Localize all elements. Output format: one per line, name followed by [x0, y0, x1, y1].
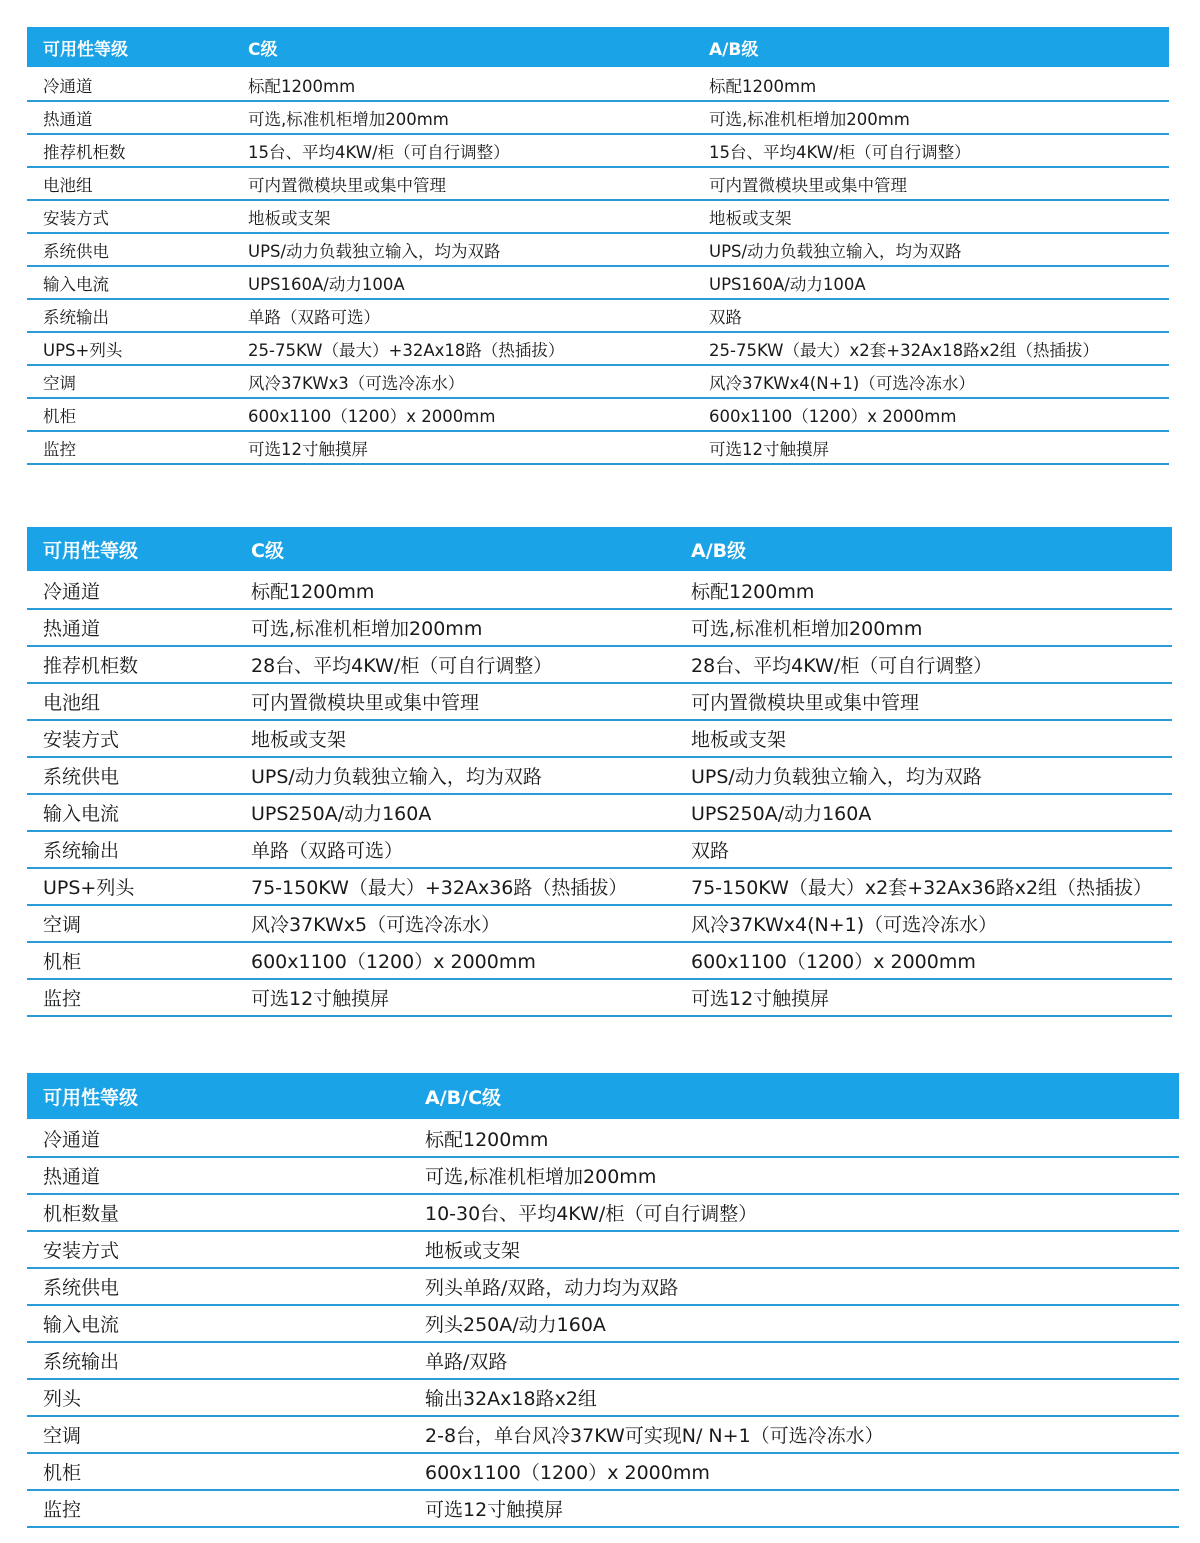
- row-label: 电池组: [27, 167, 232, 200]
- row-label: 机柜数量: [27, 1194, 409, 1231]
- cell-value: 10-30台、平均4KW/柜（可自行调整）: [409, 1194, 1179, 1231]
- table-row: [27, 1120, 1179, 1157]
- table-row: [27, 683, 1172, 720]
- row-label: 热通道: [27, 1157, 409, 1194]
- cell-value: 可选12寸触摸屏: [693, 431, 1169, 464]
- row-label: UPS+列头: [27, 332, 232, 365]
- spec-table-2: [27, 527, 1172, 1017]
- row-label: 监控: [27, 979, 235, 1016]
- table-row: [27, 979, 1172, 1016]
- cell-value: 单路/双路: [409, 1342, 1179, 1379]
- cell-value: 输出32Ax18路x2组: [409, 1379, 1179, 1416]
- table-row: [27, 233, 1169, 266]
- row-label: 冷通道: [27, 1120, 409, 1157]
- cell-value: UPS160A/动力100A: [232, 266, 693, 299]
- table-row: [27, 942, 1172, 979]
- table-row: [27, 1268, 1179, 1305]
- cell-value: 双路: [675, 831, 1172, 868]
- table-row: [27, 101, 1169, 134]
- table-row: [27, 1194, 1179, 1231]
- cell-value: 单路（双路可选）: [232, 299, 693, 332]
- cell-value: 600x1100（1200）x 2000mm: [409, 1453, 1179, 1490]
- table-row: [27, 1231, 1179, 1268]
- row-label: 输入电流: [27, 266, 232, 299]
- row-label: 冷通道: [27, 572, 235, 609]
- table-row: [27, 134, 1169, 167]
- cell-value: UPS/动力负载独立输入，均为双路: [235, 757, 675, 794]
- cell-value: 可选,标准机柜增加200mm: [693, 101, 1169, 134]
- table-row: [27, 200, 1169, 233]
- cell-value: 可选12寸触摸屏: [409, 1490, 1179, 1527]
- header-grade: A/B级: [675, 527, 1172, 572]
- table-row: [27, 572, 1172, 609]
- cell-value: 可内置微模块里或集中管理: [232, 167, 693, 200]
- row-label: 安装方式: [27, 720, 235, 757]
- cell-value: 风冷37KWx3（可选冷冻水）: [232, 365, 693, 398]
- cell-value: UPS250A/动力160A: [675, 794, 1172, 831]
- row-label: 系统输出: [27, 831, 235, 868]
- row-label: 系统供电: [27, 1268, 409, 1305]
- row-label: 冷通道: [27, 68, 232, 101]
- row-label: 热通道: [27, 609, 235, 646]
- spec-table-1: [27, 27, 1169, 465]
- table-row: [27, 1342, 1179, 1379]
- cell-value: UPS160A/动力100A: [693, 266, 1169, 299]
- table-row: [27, 1416, 1179, 1453]
- cell-value: 可内置微模块里或集中管理: [235, 683, 675, 720]
- header-availability-level: 可用性等级: [27, 27, 232, 68]
- cell-value: 地板或支架: [409, 1231, 1179, 1268]
- table-row: [27, 332, 1169, 365]
- row-label: 推荐机柜数: [27, 134, 232, 167]
- row-label: 推荐机柜数: [27, 646, 235, 683]
- row-label: 监控: [27, 1490, 409, 1527]
- header-grade: A/B级: [693, 27, 1169, 68]
- cell-value: 可选12寸触摸屏: [675, 979, 1172, 1016]
- cell-value: 600x1100（1200）x 2000mm: [232, 398, 693, 431]
- cell-value: 双路: [693, 299, 1169, 332]
- cell-value: 可选,标准机柜增加200mm: [675, 609, 1172, 646]
- cell-value: 600x1100（1200）x 2000mm: [675, 942, 1172, 979]
- row-label: 系统输出: [27, 1342, 409, 1379]
- cell-value: 地板或支架: [235, 720, 675, 757]
- table-row: [27, 1490, 1179, 1527]
- row-label: 空调: [27, 365, 232, 398]
- row-label: 输入电流: [27, 794, 235, 831]
- cell-value: 风冷37KWx4(N+1)（可选冷冻水）: [675, 905, 1172, 942]
- row-label: 系统输出: [27, 299, 232, 332]
- table-row: [27, 757, 1172, 794]
- cell-value: 28台、平均4KW/柜（可自行调整）: [235, 646, 675, 683]
- cell-value: 标配1200mm: [675, 572, 1172, 609]
- cell-value: 标配1200mm: [235, 572, 675, 609]
- cell-value: 600x1100（1200）x 2000mm: [235, 942, 675, 979]
- row-label: UPS+列头: [27, 868, 235, 905]
- row-label: 空调: [27, 905, 235, 942]
- cell-value: 可选12寸触摸屏: [235, 979, 675, 1016]
- cell-value: 地板或支架: [693, 200, 1169, 233]
- row-label: 安装方式: [27, 200, 232, 233]
- cell-value: 标配1200mm: [693, 68, 1169, 101]
- cell-value: 2-8台，单台风冷37KW可实现N/ N+1（可选冷冻水）: [409, 1416, 1179, 1453]
- cell-value: 可内置微模块里或集中管理: [675, 683, 1172, 720]
- row-label: 机柜: [27, 1453, 409, 1490]
- cell-value: 标配1200mm: [232, 68, 693, 101]
- row-label: 输入电流: [27, 1305, 409, 1342]
- table-row: [27, 1305, 1179, 1342]
- cell-value: UPS/动力负载独立输入，均为双路: [693, 233, 1169, 266]
- row-label: 安装方式: [27, 1231, 409, 1268]
- cell-value: 15台、平均4KW/柜（可自行调整）: [693, 134, 1169, 167]
- table-row: [27, 794, 1172, 831]
- row-label: 机柜: [27, 942, 235, 979]
- table-row: [27, 398, 1169, 431]
- table-row: [27, 868, 1172, 905]
- table-row: [27, 1379, 1179, 1416]
- row-label: 空调: [27, 1416, 409, 1453]
- table-row: [27, 68, 1169, 101]
- table-row: [27, 365, 1169, 398]
- cell-value: 列头250A/动力160A: [409, 1305, 1179, 1342]
- cell-value: 600x1100（1200）x 2000mm: [693, 398, 1169, 431]
- header-grade: C级: [235, 527, 675, 572]
- cell-value: 可选,标准机柜增加200mm: [235, 609, 675, 646]
- cell-value: 75-150KW（最大）+32Ax36路（热插拔）: [235, 868, 675, 905]
- table-row: [27, 167, 1169, 200]
- cell-value: 列头单路/双路，动力均为双路: [409, 1268, 1179, 1305]
- header-grade: C级: [232, 27, 693, 68]
- cell-value: 可选,标准机柜增加200mm: [232, 101, 693, 134]
- cell-value: 风冷37KWx4(N+1)（可选冷冻水）: [693, 365, 1169, 398]
- cell-value: 单路（双路可选）: [235, 831, 675, 868]
- header-availability-level: 可用性等级: [27, 1073, 409, 1120]
- cell-value: UPS250A/动力160A: [235, 794, 675, 831]
- cell-value: UPS/动力负载独立输入，均为双路: [232, 233, 693, 266]
- cell-value: UPS/动力负载独立输入，均为双路: [675, 757, 1172, 794]
- cell-value: 25-75KW（最大）+32Ax18路（热插拔）: [232, 332, 693, 365]
- row-label: 系统供电: [27, 757, 235, 794]
- table-row: [27, 1453, 1179, 1490]
- header-grade: A/B/C级: [409, 1073, 1179, 1120]
- row-label: 列头: [27, 1379, 409, 1416]
- cell-value: 可选,标准机柜增加200mm: [409, 1157, 1179, 1194]
- cell-value: 可内置微模块里或集中管理: [693, 167, 1169, 200]
- table-header-row: [27, 27, 1169, 68]
- row-label: 监控: [27, 431, 232, 464]
- cell-value: 风冷37KWx5（可选冷冻水）: [235, 905, 675, 942]
- cell-value: 75-150KW（最大）x2套+32Ax36路x2组（热插拔）: [675, 868, 1172, 905]
- cell-value: 可选12寸触摸屏: [232, 431, 693, 464]
- table-row: [27, 299, 1169, 332]
- header-availability-level: 可用性等级: [27, 527, 235, 572]
- cell-value: 25-75KW（最大）x2套+32Ax18路x2组（热插拔）: [693, 332, 1169, 365]
- cell-value: 标配1200mm: [409, 1120, 1179, 1157]
- table-row: [27, 905, 1172, 942]
- table-row: [27, 1157, 1179, 1194]
- row-label: 电池组: [27, 683, 235, 720]
- table-row: [27, 831, 1172, 868]
- row-label: 热通道: [27, 101, 232, 134]
- table-row: [27, 431, 1169, 464]
- cell-value: 28台、平均4KW/柜（可自行调整）: [675, 646, 1172, 683]
- table-row: [27, 646, 1172, 683]
- table-row: [27, 720, 1172, 757]
- row-label: 机柜: [27, 398, 232, 431]
- cell-value: 地板或支架: [675, 720, 1172, 757]
- spec-table-3: [27, 1073, 1179, 1528]
- table-header-row: [27, 527, 1172, 572]
- cell-value: 地板或支架: [232, 200, 693, 233]
- table-header-row: [27, 1073, 1179, 1120]
- table-row: [27, 609, 1172, 646]
- cell-value: 15台、平均4KW/柜（可自行调整）: [232, 134, 693, 167]
- table-row: [27, 266, 1169, 299]
- row-label: 系统供电: [27, 233, 232, 266]
